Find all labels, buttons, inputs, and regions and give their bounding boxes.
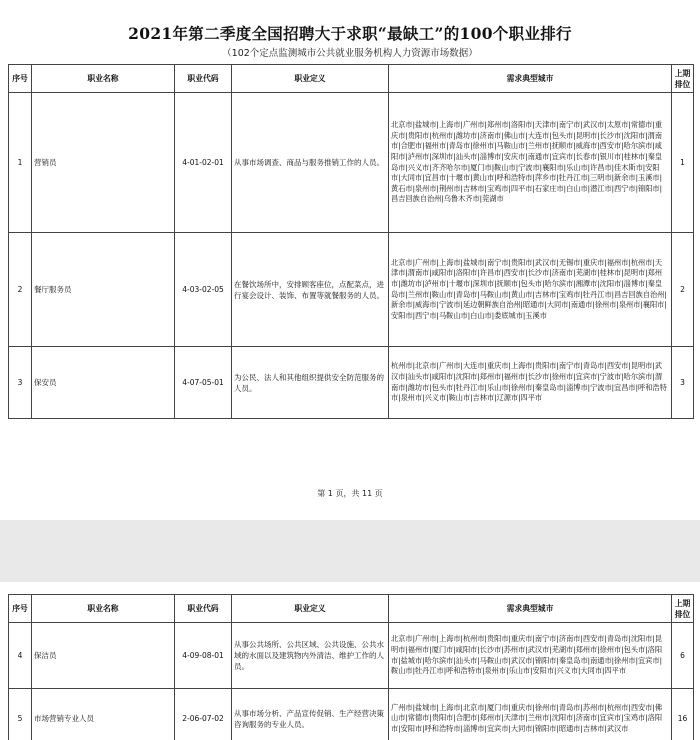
- row-cities: 北京市|广州市|上海市|杭州市|贵阳市|重庆市|南宁市|济南市|西安市|青岛市|沈阳市|昆明市|福州市|厦门市|咸阳市|长沙市|苏州市|武汉市|芜湖市|郑州市|徐州市|包头市|洛阳市|盐城市|哈尔滨市|汕头市|马鞍山市|武汉市|锦阳市|秦皇岛市|南通市|徐州市|宜宾市|鞍山市|牡丹江市|呼和浩特市|泉州市|乐山市|安阳市|兴义市|大同市|四平市: [389, 623, 672, 689]
- row-idx: 1: [9, 93, 32, 233]
- document-page-2: [0, 582, 700, 740]
- document-subtitle: （102个定点监测城市公共就业服务机构人力资源市场数据）: [222, 48, 478, 59]
- row-code: 4-01-02-01: [175, 93, 232, 233]
- header-idx: 序号: [9, 65, 32, 93]
- row-definition: 从事公共场所、公共区域、公共设施、公共水域的水面以及建筑物内外清洁、维护工作的人员。: [232, 623, 389, 689]
- row-rank: 3: [672, 347, 694, 419]
- row-idx: 4: [9, 623, 32, 689]
- table-row: [9, 623, 694, 689]
- row-cities: 北京市|盐城市|上海市|广州市|郑州市|洛阳市|天津市|南宁市|武汉市|太原市|常德市|重庆市|贵阳市|杭州市|潍坊市|济南市|佛山市|大连市|包头市|昆明市|长沙市|沈阳市|渭南市|合肥市|福州市|青岛市|徐州市|马鞍山市|兰州市|抚顺市|威海市|西安市|哈尔滨市|咸阳市|泸州市|深圳市|汕头市|淄博市|安庆市|南通市|宜宾市|长春市|银川市|桂林市|秦皇岛市|兴义市|齐齐哈尔市|厦门市|鞍山市|宁波市|襄阳市|乐山市|许昌市|佳木斯市|安阳市|大同市|宜昌市|十堰市|黄山市|呼和浩特市|萍乡市|牡丹江市|三明市|新余市|玉溪市|黄石市|泉州市|荆州市|吉林市|宝鸡市|四平市|石家庄市|白山市|潜江市|西宁市|锦阳市|昌吉回族自治州|乌鲁木齐市|莞湖市: [389, 93, 672, 233]
- row-name: 营销员: [32, 93, 175, 233]
- row-idx: 3: [9, 347, 32, 419]
- occupation-table-page-2: [8, 594, 694, 740]
- row-name: 保洁员: [32, 623, 175, 689]
- row-code: 2-06-07-02: [175, 689, 232, 740]
- header-rank: 上期排位: [672, 65, 694, 93]
- page-footer: 第 1 页，共 11 页: [317, 489, 383, 498]
- page-separator: [0, 520, 700, 582]
- header-rank: 上期排位: [672, 595, 694, 623]
- row-cities: 广州市|盐城市|上海市|北京市|厦门市|重庆市|徐州市|青岛市|苏州市|杭州市|西安市|佛山市|常德市|贵阳市|合肥市|郑州市|天津市|兰州市|沈阳市|济南市|宜宾市|宝鸡市|洛阳市|安阳市|呼和浩特市|淄博市|宜宾市|大同市|锦阳市|昭通市|吉林市|武汉市: [389, 689, 672, 740]
- row-definition: 从事市场调查、商品与服务推销工作的人员。: [232, 93, 389, 233]
- row-name: 餐厅服务员: [32, 233, 175, 347]
- row-name: 市场营销专业人员: [32, 689, 175, 740]
- row-code: 4-09-08-01: [175, 623, 232, 689]
- row-rank: 2: [672, 233, 694, 347]
- document-title: 2021年第二季度全国招聘大于求职“最缺工”的100个职业排行: [128, 24, 572, 43]
- row-rank: 6: [672, 623, 694, 689]
- row-definition: 在餐饮场所中，安排顾客座位，点配菜点，进行宴会设计、装饰、布置等就餐服务的人员。: [232, 233, 389, 347]
- header-code: 职业代码: [175, 595, 232, 623]
- row-cities: 北京市|广州市|上海市|盐城市|南宁市|贵阳市|武汉市|无锡市|重庆市|福州市|杭州市|天津市|渭南市|咸阳市|洛阳市|许昌市|西安市|长沙市|济南市|芜湖市|桂林市|昆明市|郑州市|潍坊市|泸州市|十堰市|深圳市|抚顺市|包头市|哈尔滨市|湘潭市|沈阳市|淄博市|秦皇岛市|兰州市|鞍山市|青岛市|马鞍山市|黄山市|吉林市|宝鸡市|牡丹江市|昌吉回族自治州|新余市|威海市|宁波市|延边朝鲜族自治州|昭通市|大同市|南通市|徐州市|泉州市|襄阳市|安阳市|西宁市|马鞍山市|白山市|娄底城市|玉溪市: [389, 233, 672, 347]
- table-header-row: [9, 595, 694, 623]
- header-name: 职业名称: [32, 65, 175, 93]
- row-idx: 2: [9, 233, 32, 347]
- header-cities: 需求典型城市: [389, 65, 672, 93]
- header-cities: 需求典型城市: [389, 595, 672, 623]
- header-definition: 职业定义: [232, 65, 389, 93]
- table-row: [9, 233, 694, 347]
- row-idx: 5: [9, 689, 32, 740]
- row-name: 保安员: [32, 347, 175, 419]
- row-definition: 从事市场分析、产品宣传促销、生产经营决策咨询服务的专业人员。: [232, 689, 389, 740]
- header-definition: 职业定义: [232, 595, 389, 623]
- header-code: 职业代码: [175, 65, 232, 93]
- row-rank: 16: [672, 689, 694, 740]
- table-row: [9, 93, 694, 233]
- table-row: [9, 347, 694, 419]
- row-definition: 为公民、法人和其他组织提供安全防范服务的人员。: [232, 347, 389, 419]
- table-row: [9, 689, 694, 740]
- occupation-table-page-1: [8, 64, 694, 419]
- row-cities: 杭州市|北京市|广州市|大连市|重庆市|上海市|贵阳市|南宁市|青岛市|西安市|昆明市|武汉市|汕头市|咸阳市|沈阳市|郑州市|福州市|长沙市|徐州市|宜宾市|宁波市|哈尔滨市|渭南市|潍坊市|包头市|牡丹江市|乐山市|徐州市|秦皇岛市|淄博市|宁波市|宜昌市|呼和浩特市|泉州市|兴义市|鞍山市|吉林市|辽源市|四平市: [389, 347, 672, 419]
- row-code: 4-07-05-01: [175, 347, 232, 419]
- header-idx: 序号: [9, 595, 32, 623]
- table-header-row: [9, 65, 694, 93]
- row-rank: 1: [672, 93, 694, 233]
- header-name: 职业名称: [32, 595, 175, 623]
- row-code: 4-03-02-05: [175, 233, 232, 347]
